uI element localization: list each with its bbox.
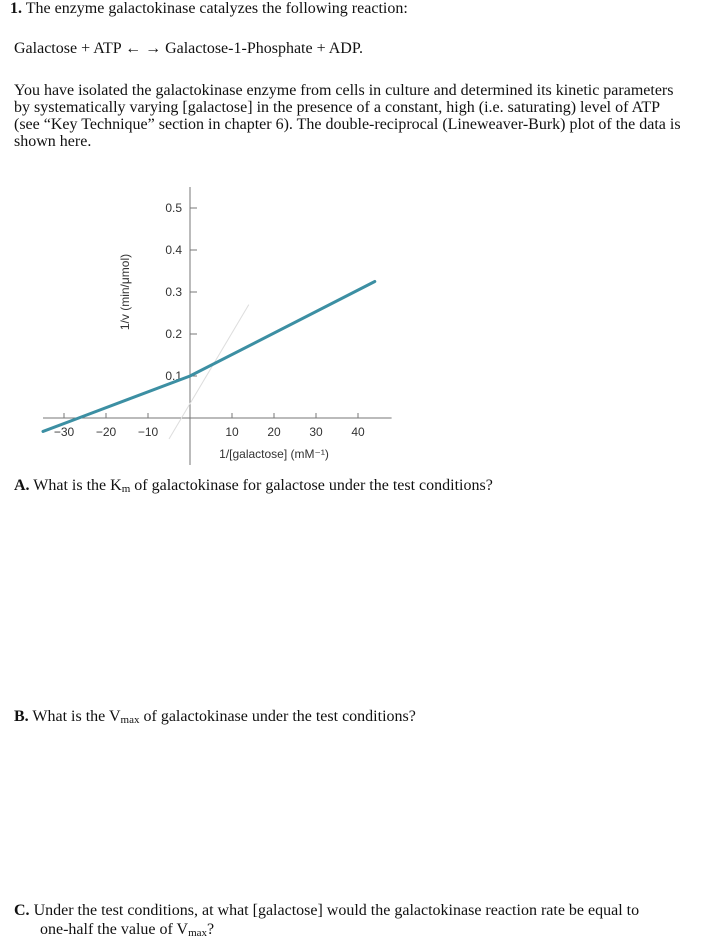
question-c-label: C. bbox=[14, 902, 30, 919]
x-tick-label: −20 bbox=[95, 425, 117, 439]
y-tick-label: 0.1 bbox=[165, 369, 182, 383]
question-title bbox=[10, 0, 408, 18]
km-subscript: m bbox=[121, 483, 131, 495]
lineweaver-burk-chart bbox=[0, 180, 701, 480]
x-tick-label: 30 bbox=[309, 425, 323, 439]
question-c-line1: Under the test conditions, at what [galactose] would the galactokinase reaction rate be equal to bbox=[33, 902, 640, 919]
y-tick-label: 0.5 bbox=[165, 201, 182, 215]
question-b-label: B. bbox=[14, 708, 29, 725]
x-tick-label: 10 bbox=[225, 425, 239, 439]
x-tick-label: −30 bbox=[53, 425, 75, 439]
series-line bbox=[43, 282, 375, 432]
y-tick-label: 0.3 bbox=[165, 285, 182, 299]
question-b-text: What is the V bbox=[32, 708, 121, 725]
x-tick-label: 20 bbox=[267, 425, 281, 439]
question-b bbox=[14, 708, 416, 726]
question-c-line2-end: ? bbox=[207, 921, 215, 938]
question-c bbox=[14, 901, 694, 943]
chart-axes bbox=[43, 187, 392, 465]
x-axis-label: 1/[galactose] (mM⁻¹) bbox=[219, 447, 329, 461]
question-a-text-end: of galactokinase for galactose under the test conditions? bbox=[130, 477, 493, 494]
question-title-text: The enzyme galactokinase catalyzes the following reaction: bbox=[25, 0, 408, 17]
intro-paragraph: You have isolated the galactokinase enzyme from cells in culture and determined its kinetic parameters by systematically varying [galactose] in the presence of a constant, high (i.e. saturating) level of ATP (see “Key Technique” section in chapter 6). The double-reciprocal (Lineweaver-Burk) plot of the data is shown here. bbox=[14, 82, 681, 150]
y-tick-label: 0.4 bbox=[165, 243, 182, 257]
x-tick-label: 40 bbox=[351, 425, 365, 439]
question-b-text-end: of galactokinase under the test conditions? bbox=[139, 708, 416, 725]
question-number: 1. bbox=[10, 0, 22, 17]
y-tick-label: 0.2 bbox=[165, 327, 182, 341]
y-axis-label: 1/v (min/μmol) bbox=[118, 253, 132, 331]
chart-series bbox=[43, 282, 375, 440]
question-c-line2: one-half the value of V bbox=[40, 921, 189, 938]
question-a bbox=[14, 477, 493, 495]
question-a-text: What is the K bbox=[33, 477, 122, 494]
chart-tick-labels bbox=[54, 201, 365, 439]
vmax-subscript: max bbox=[120, 714, 140, 726]
question-a-label: A. bbox=[14, 477, 30, 494]
x-tick-label: −10 bbox=[137, 425, 159, 439]
vmax-subscript-c: max bbox=[188, 927, 208, 939]
reaction-equation: Galactose + ATP ← → Galactose-1-Phosphate + ADP. bbox=[14, 40, 363, 57]
